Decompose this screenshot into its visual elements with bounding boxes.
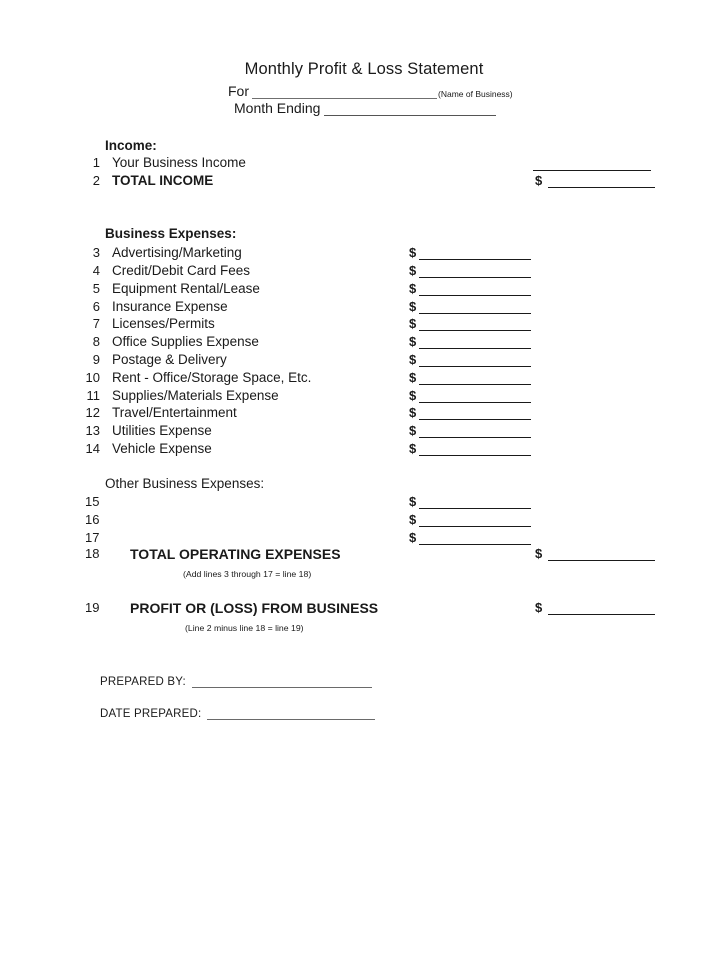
expense-amount[interactable] bbox=[409, 423, 531, 438]
currency-symbol: $ bbox=[535, 600, 543, 615]
line-number: 4 bbox=[92, 263, 100, 278]
month-ending-label: Month Ending bbox=[234, 100, 321, 116]
amount-blank[interactable] bbox=[419, 316, 531, 331]
expense-amount[interactable] bbox=[409, 281, 531, 296]
other-expense-amount[interactable] bbox=[409, 530, 531, 545]
table-row bbox=[0, 316, 728, 334]
total-operating-expenses-label: TOTAL OPERATING EXPENSES bbox=[130, 546, 341, 562]
amount-blank[interactable] bbox=[419, 512, 531, 527]
profit-loss-label: PROFIT OR (LOSS) FROM BUSINESS bbox=[130, 600, 379, 616]
amount-blank[interactable] bbox=[419, 281, 531, 296]
amount-blank[interactable] bbox=[419, 370, 531, 385]
amount-blank[interactable] bbox=[419, 441, 531, 456]
line-number: 16 bbox=[85, 512, 100, 527]
other-expense-amount[interactable] bbox=[409, 512, 531, 527]
other-expense-amount[interactable] bbox=[409, 494, 531, 509]
currency-symbol: $ bbox=[409, 334, 417, 349]
prepared-by-field bbox=[100, 676, 372, 688]
line-label: Travel/Entertainment bbox=[112, 405, 237, 420]
amount-blank[interactable] bbox=[419, 494, 531, 509]
table-row bbox=[0, 281, 728, 299]
table-row bbox=[0, 494, 728, 512]
currency-symbol: $ bbox=[409, 352, 417, 367]
table-row bbox=[0, 299, 728, 317]
line-number: 1 bbox=[92, 155, 100, 170]
currency-symbol: $ bbox=[409, 263, 417, 278]
expense-amount[interactable] bbox=[409, 299, 531, 314]
profit-loss-note: (Line 2 minus line 18 = line 19) bbox=[185, 623, 304, 633]
amount-blank[interactable] bbox=[548, 546, 655, 561]
date-prepared-blank[interactable] bbox=[207, 708, 375, 720]
line-number: 14 bbox=[85, 441, 100, 456]
line-number: 7 bbox=[92, 316, 100, 331]
currency-symbol: $ bbox=[409, 405, 417, 420]
line-number: 15 bbox=[85, 494, 100, 509]
line-number: 9 bbox=[92, 352, 100, 367]
amount-blank[interactable] bbox=[419, 245, 531, 260]
line-label: Your Business Income bbox=[112, 155, 246, 170]
prepared-by-label: PREPARED BY: bbox=[100, 676, 186, 688]
currency-symbol: $ bbox=[409, 494, 417, 509]
table-row bbox=[0, 334, 728, 352]
page-title: Monthly Profit & Loss Statement bbox=[244, 60, 484, 78]
month-ending-field bbox=[234, 100, 496, 116]
amount-blank[interactable] bbox=[419, 423, 531, 438]
total-operating-expenses-note: (Add lines 3 through 17 = line 18) bbox=[183, 569, 312, 579]
line-label: Insurance Expense bbox=[112, 299, 228, 314]
line-number: 13 bbox=[85, 423, 100, 438]
currency-symbol: $ bbox=[409, 281, 417, 296]
month-ending-blank[interactable] bbox=[324, 102, 496, 116]
expense-amount[interactable] bbox=[409, 245, 531, 260]
business-expenses-heading: Business Expenses: bbox=[105, 226, 237, 241]
amount-blank[interactable] bbox=[419, 263, 531, 278]
expense-amount[interactable] bbox=[409, 405, 531, 420]
line-label: Credit/Debit Card Fees bbox=[112, 263, 251, 278]
date-prepared-label: DATE PREPARED: bbox=[100, 708, 202, 720]
expense-amount[interactable] bbox=[409, 263, 531, 278]
currency-symbol: $ bbox=[409, 441, 417, 456]
amount-blank[interactable] bbox=[419, 352, 531, 367]
amount-blank[interactable] bbox=[419, 405, 531, 420]
table-row bbox=[0, 405, 728, 423]
currency-symbol: $ bbox=[409, 512, 417, 527]
currency-symbol: $ bbox=[409, 245, 417, 260]
expense-amount[interactable] bbox=[409, 334, 531, 349]
line-number: 12 bbox=[85, 405, 100, 420]
amount-blank[interactable] bbox=[419, 299, 531, 314]
line-number: 10 bbox=[85, 370, 100, 385]
for-business-field bbox=[228, 83, 513, 99]
expense-amount[interactable] bbox=[409, 388, 531, 403]
table-row bbox=[0, 352, 728, 370]
line-label: Supplies/Materials Expense bbox=[112, 388, 279, 403]
table-row bbox=[0, 423, 728, 441]
total-income-amount[interactable] bbox=[535, 173, 655, 188]
line-label: Office Supplies Expense bbox=[112, 334, 259, 349]
line-label: TOTAL INCOME bbox=[112, 173, 214, 188]
currency-symbol: $ bbox=[535, 173, 543, 188]
expense-amount[interactable] bbox=[409, 441, 531, 456]
profit-loss-amount[interactable] bbox=[535, 600, 655, 615]
table-row bbox=[0, 245, 728, 263]
date-prepared-field bbox=[100, 708, 375, 720]
amount-blank[interactable] bbox=[548, 600, 655, 615]
expense-amount[interactable] bbox=[409, 316, 531, 331]
currency-symbol: $ bbox=[535, 546, 543, 561]
line-number: 2 bbox=[92, 173, 100, 188]
line-label: Licenses/Permits bbox=[112, 316, 215, 331]
line-label: Vehicle Expense bbox=[112, 441, 212, 456]
line-label: Rent - Office/Storage Space, Etc. bbox=[112, 370, 312, 385]
line-number: 18 bbox=[85, 546, 100, 561]
table-row-total-operating bbox=[0, 546, 728, 564]
prepared-by-blank[interactable] bbox=[192, 676, 372, 688]
line-label: Utilities Expense bbox=[112, 423, 212, 438]
table-row-profit-loss bbox=[0, 600, 728, 618]
currency-symbol: $ bbox=[409, 388, 417, 403]
total-operating-expenses-amount[interactable] bbox=[535, 546, 655, 561]
line-number: 8 bbox=[92, 334, 100, 349]
amount-blank[interactable] bbox=[419, 388, 531, 403]
currency-symbol: $ bbox=[409, 370, 417, 385]
table-row bbox=[0, 441, 728, 459]
line-number: 6 bbox=[92, 299, 100, 314]
line-label: Advertising/Marketing bbox=[112, 245, 242, 260]
name-of-business-hint: (Name of Business) bbox=[438, 89, 513, 99]
amount-blank[interactable] bbox=[548, 173, 655, 188]
currency-symbol: $ bbox=[409, 530, 417, 545]
expense-amount[interactable] bbox=[409, 352, 531, 367]
table-row bbox=[0, 173, 728, 191]
line-number: 11 bbox=[86, 388, 100, 403]
table-row bbox=[0, 512, 728, 530]
income-heading: Income: bbox=[105, 138, 157, 153]
currency-symbol: $ bbox=[409, 316, 417, 331]
for-label: For bbox=[228, 83, 249, 99]
line-label: Equipment Rental/Lease bbox=[112, 281, 260, 296]
expense-amount[interactable] bbox=[409, 370, 531, 385]
amount-blank[interactable] bbox=[419, 530, 531, 545]
line-number: 19 bbox=[85, 600, 100, 615]
currency-symbol: $ bbox=[409, 423, 417, 438]
amount-blank[interactable] bbox=[419, 334, 531, 349]
other-expenses-heading: Other Business Expenses: bbox=[105, 476, 265, 491]
line-number: 3 bbox=[92, 245, 100, 260]
line-number: 17 bbox=[85, 530, 100, 545]
line-number: 5 bbox=[92, 281, 100, 296]
currency-symbol: $ bbox=[409, 299, 417, 314]
line-label: Postage & Delivery bbox=[112, 352, 227, 367]
table-row bbox=[0, 388, 728, 406]
table-row bbox=[0, 370, 728, 388]
table-row bbox=[0, 263, 728, 281]
business-name-blank[interactable] bbox=[252, 85, 437, 99]
total-income-topline bbox=[533, 170, 651, 171]
